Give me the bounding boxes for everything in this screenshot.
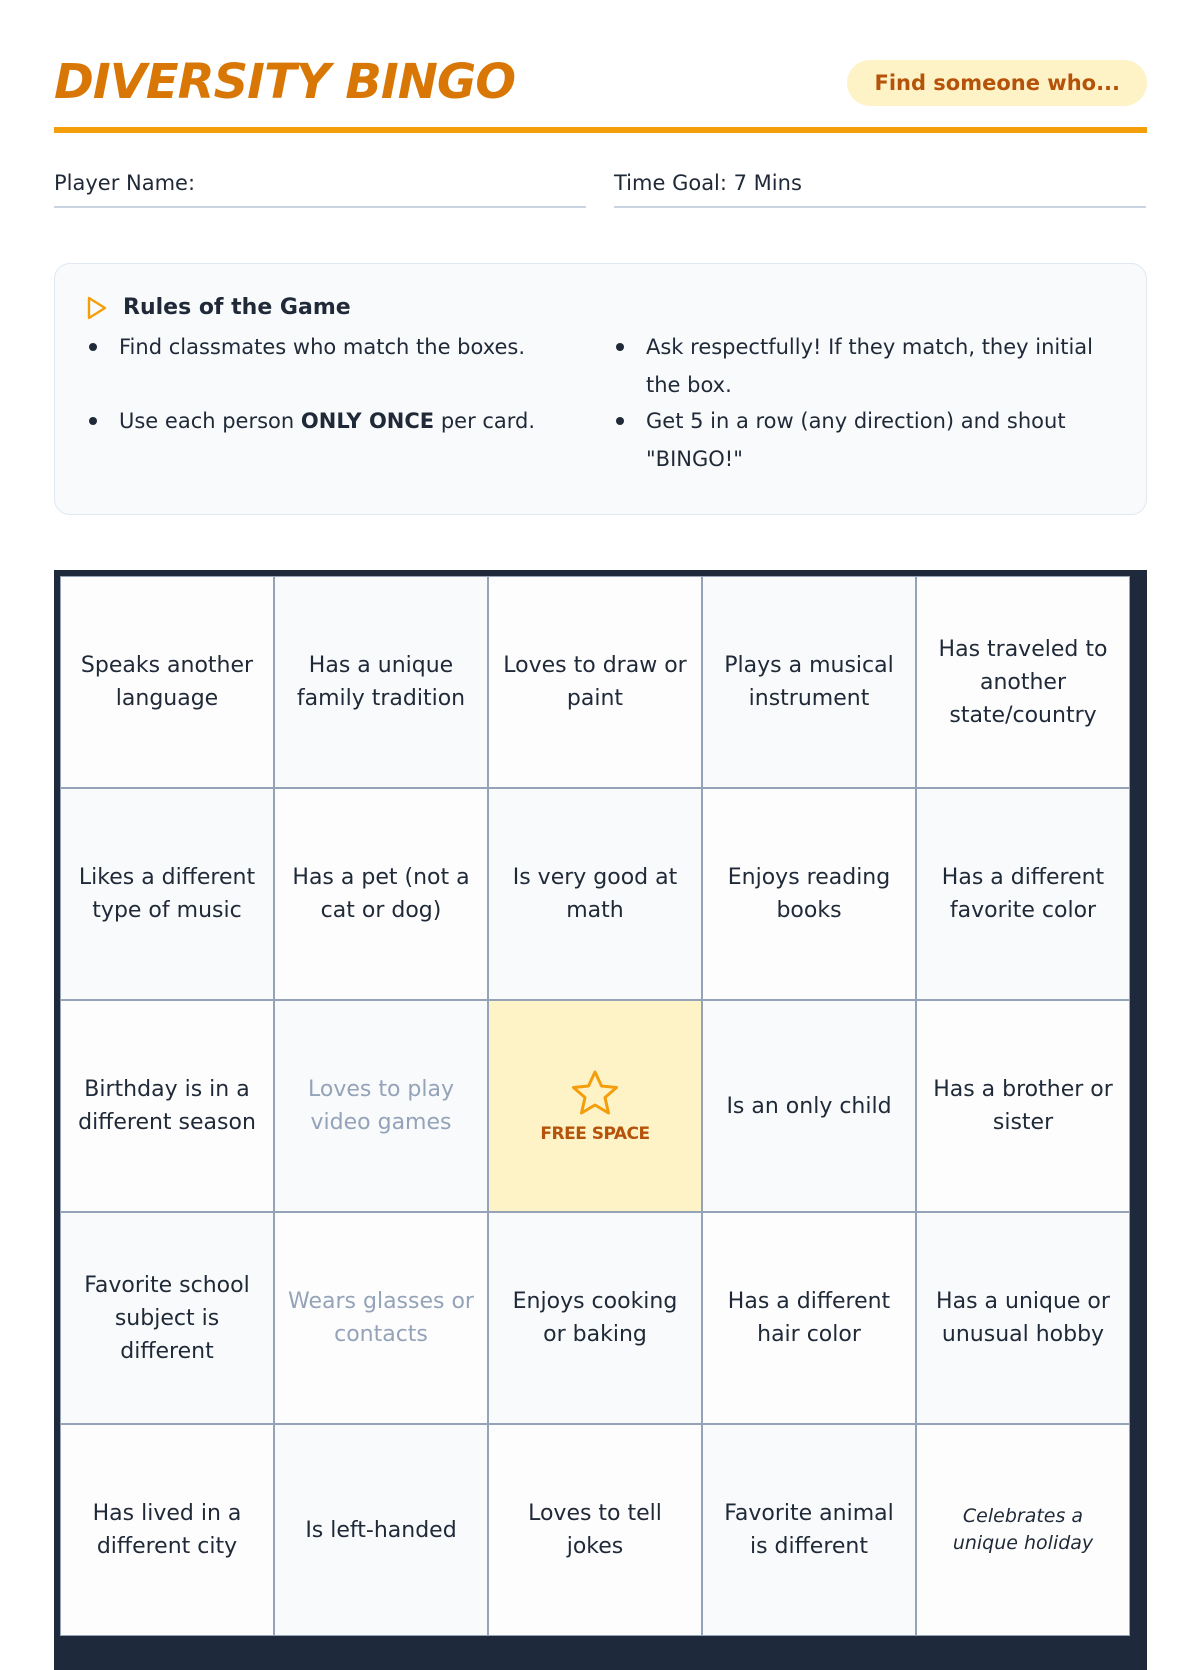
bingo-cell-text: Has a different favorite color <box>941 865 1105 923</box>
rule-text: Find classmates who match the boxes. <box>119 335 526 359</box>
bingo-cell-text: Likes a different type of music <box>78 865 256 923</box>
bullet <box>89 343 97 351</box>
bingo-cell-text: Is an only child <box>726 1093 892 1119</box>
bullet <box>616 343 624 351</box>
bingo-cell-text: Has a pet (not a cat or dog) <box>292 865 470 923</box>
bingo-cell[interactable] <box>488 1424 702 1636</box>
bingo-cell[interactable] <box>274 1424 488 1636</box>
rule-text: Use each person <box>119 409 301 433</box>
bingo-cell-text: Is very good at math <box>512 865 678 923</box>
find-someone-badge: Find someone who... <box>847 60 1147 106</box>
bingo-cell-text: Speaks another language <box>80 653 254 711</box>
bingo-cell-text: Has a unique family tradition <box>296 653 466 711</box>
bingo-cell[interactable] <box>274 1212 488 1424</box>
star-outline-icon <box>569 1068 621 1118</box>
bingo-cell-text: Has a brother or sister <box>933 1077 1113 1135</box>
bingo-cell[interactable] <box>488 576 702 788</box>
bingo-cell[interactable] <box>916 1212 1130 1424</box>
rule-text: per card. <box>434 409 536 433</box>
bingo-cell-text: Has lived in a different city <box>92 1501 242 1559</box>
bingo-cell[interactable] <box>60 1212 274 1424</box>
bingo-cell[interactable] <box>916 1000 1130 1212</box>
bingo-cell-text: Wears glasses or contacts <box>288 1289 474 1347</box>
free-space-cell[interactable] <box>488 1000 702 1212</box>
bingo-cell-text: Birthday is in a different season <box>78 1077 256 1135</box>
bingo-cell-text: Enjoys cooking or baking <box>512 1289 678 1347</box>
play-outline-icon <box>85 295 109 321</box>
bingo-cell-text: Has a unique or unusual hobby <box>936 1289 1110 1347</box>
bingo-cell[interactable] <box>488 1212 702 1424</box>
bullet <box>616 417 624 425</box>
player-name-field[interactable]: Player Name: <box>54 168 586 208</box>
bingo-cell-text: Enjoys reading books <box>727 865 891 923</box>
bingo-cell-text: Favorite animal is different <box>724 1501 894 1559</box>
free-space-label: FREE SPACE <box>540 1124 650 1144</box>
page-title: DIVERSITY BINGO <box>54 54 516 110</box>
bingo-cell-text: Loves to tell jokes <box>528 1501 662 1559</box>
bingo-cell[interactable] <box>60 1424 274 1636</box>
bingo-cell[interactable] <box>702 1000 916 1212</box>
bingo-cell[interactable] <box>702 1424 916 1636</box>
bingo-cell[interactable] <box>274 1000 488 1212</box>
bingo-cell[interactable] <box>916 788 1130 1000</box>
bullet <box>89 417 97 425</box>
rule-text: Ask respectfully! If they match, they initial the box. <box>646 335 1094 397</box>
header <box>54 0 1147 134</box>
rules-box <box>54 263 1147 515</box>
bingo-cell[interactable] <box>916 576 1130 788</box>
bingo-cell-text: Plays a musical instrument <box>724 653 894 711</box>
bingo-sheet <box>54 0 1147 1600</box>
bingo-cell[interactable] <box>916 1424 1130 1636</box>
rule-emphasis: ONLY ONCE <box>300 409 435 433</box>
bingo-cell-text: Loves to draw or paint <box>503 653 687 711</box>
bingo-cell-text: Loves to play video games <box>308 1077 454 1135</box>
bingo-cell[interactable] <box>60 576 274 788</box>
bingo-cell-text: Favorite school subject is different <box>84 1272 250 1364</box>
bingo-cell-text: Celebrates a unique holiday <box>952 1505 1094 1554</box>
bingo-cell[interactable] <box>702 788 916 1000</box>
bingo-cell[interactable] <box>60 1000 274 1212</box>
bingo-board <box>54 570 1147 1670</box>
bingo-cell[interactable] <box>60 788 274 1000</box>
rule-text: Get 5 in a row (any direction) and shout "BINGO!" <box>646 409 1066 471</box>
bingo-cell-text: Has a different hair color <box>727 1289 891 1347</box>
bingo-cell-text: Has traveled to another state/country <box>938 636 1108 728</box>
bingo-cell[interactable] <box>702 1212 916 1424</box>
bingo-cell[interactable] <box>274 788 488 1000</box>
bingo-cell[interactable] <box>702 576 916 788</box>
bingo-cell[interactable] <box>488 788 702 1000</box>
rules-title: Rules of the Game <box>123 295 351 320</box>
time-goal-field: Time Goal: 7 Mins <box>614 168 1146 208</box>
header-divider <box>54 127 1147 133</box>
bingo-cell-text: Is left-handed <box>305 1517 457 1543</box>
bingo-cell[interactable] <box>274 576 488 788</box>
